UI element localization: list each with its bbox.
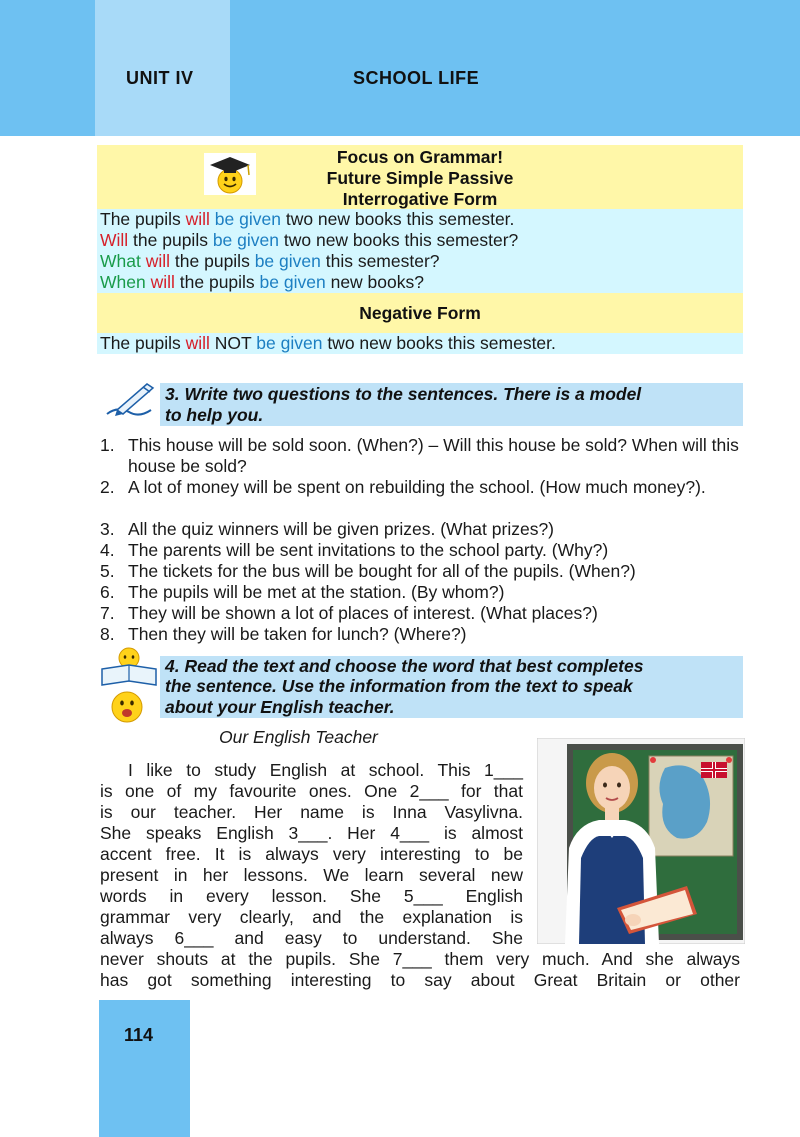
- story-line: grammar very clearly, and the explanation is: [100, 907, 523, 927]
- grammar-example-1: The pupils will be given two new books this semester.: [100, 209, 515, 229]
- story-line: I like to study English at school. This 1___: [128, 760, 523, 780]
- pen-icon: [103, 380, 157, 422]
- list-item: 7. They will be shown a lot of places of interest. (What places?): [100, 603, 598, 623]
- story-line: present in her lessons. We learn several new: [100, 865, 523, 885]
- story-line: accent free. It is always very interesting to be: [100, 844, 523, 864]
- story-line: is our teacher. Her name is Inna Vasylivna.: [100, 802, 523, 822]
- story-title: Our English Teacher: [219, 727, 378, 747]
- story-line: words in every lesson. She 5___ English: [100, 886, 523, 906]
- task4-instruction-line3: about your English teacher.: [165, 697, 395, 717]
- list-item: 4. The parents will be sent invitations to the school party. (Why?): [100, 540, 609, 560]
- reading-smiley-icon: [100, 647, 158, 725]
- page-number-tab: [99, 1000, 190, 1137]
- grammar-title-tense: Future Simple Passive: [326, 168, 514, 188]
- list-item: 8. Then they will be taken for lunch? (Where?): [100, 624, 467, 644]
- task4-instruction-line2: the sentence. Use the information from the text to speak: [165, 676, 633, 696]
- section-title: SCHOOL LIFE: [353, 68, 480, 88]
- page-number: 114: [124, 1025, 154, 1045]
- grammar-title-focus: Focus on Grammar!: [336, 147, 504, 167]
- list-item: 3. All the quiz winners will be given prizes. (What prizes?): [100, 519, 554, 539]
- grammar-title-form: Interrogative Form: [342, 189, 498, 209]
- grammar-example-3: What will the pupils be given this semester?: [100, 251, 440, 271]
- grammar-negative-example: The pupils will NOT be given two new books this semester.: [100, 333, 556, 353]
- story-line: always 6___ and easy to understand. She: [100, 928, 523, 948]
- story-line: has got something interesting to say about Great Britain or other: [100, 970, 740, 990]
- grammar-example-2: Will the pupils be given two new books this semester?: [100, 230, 519, 250]
- list-item: 2. A lot of money will be spent on rebuilding the school. (How much money?).: [100, 477, 706, 497]
- story-line: is one of my favourite ones. One 2___ for that: [100, 781, 523, 801]
- grammar-negative-title: Negative Form: [359, 303, 481, 323]
- task3-instruction-line1: 3. Write two questions to the sentences. There is a model: [165, 384, 642, 404]
- task4-instruction-line1: 4. Read the text and choose the word that best completes: [165, 656, 644, 676]
- list-item: 5. The tickets for the bus will be bought for all of the pupils. (When?): [100, 561, 636, 581]
- teacher-illustration: [537, 738, 745, 944]
- story-line: She speaks English 3___. Her 4___ is almost: [100, 823, 523, 843]
- list-item: 6. The pupils will be met at the station. (By whom?): [100, 582, 505, 602]
- story-line: never shouts at the pupils. She 7___ them very much. And she always: [100, 949, 740, 969]
- grammar-example-4: When will the pupils be given new books?: [100, 272, 424, 292]
- unit-label: UNIT IV: [126, 68, 194, 88]
- task3-instruction-line2: to help you.: [165, 405, 264, 425]
- list-item: 1. This house will be sold soon. (When?) – Will this house be sold? When will this house be sold?: [100, 435, 739, 476]
